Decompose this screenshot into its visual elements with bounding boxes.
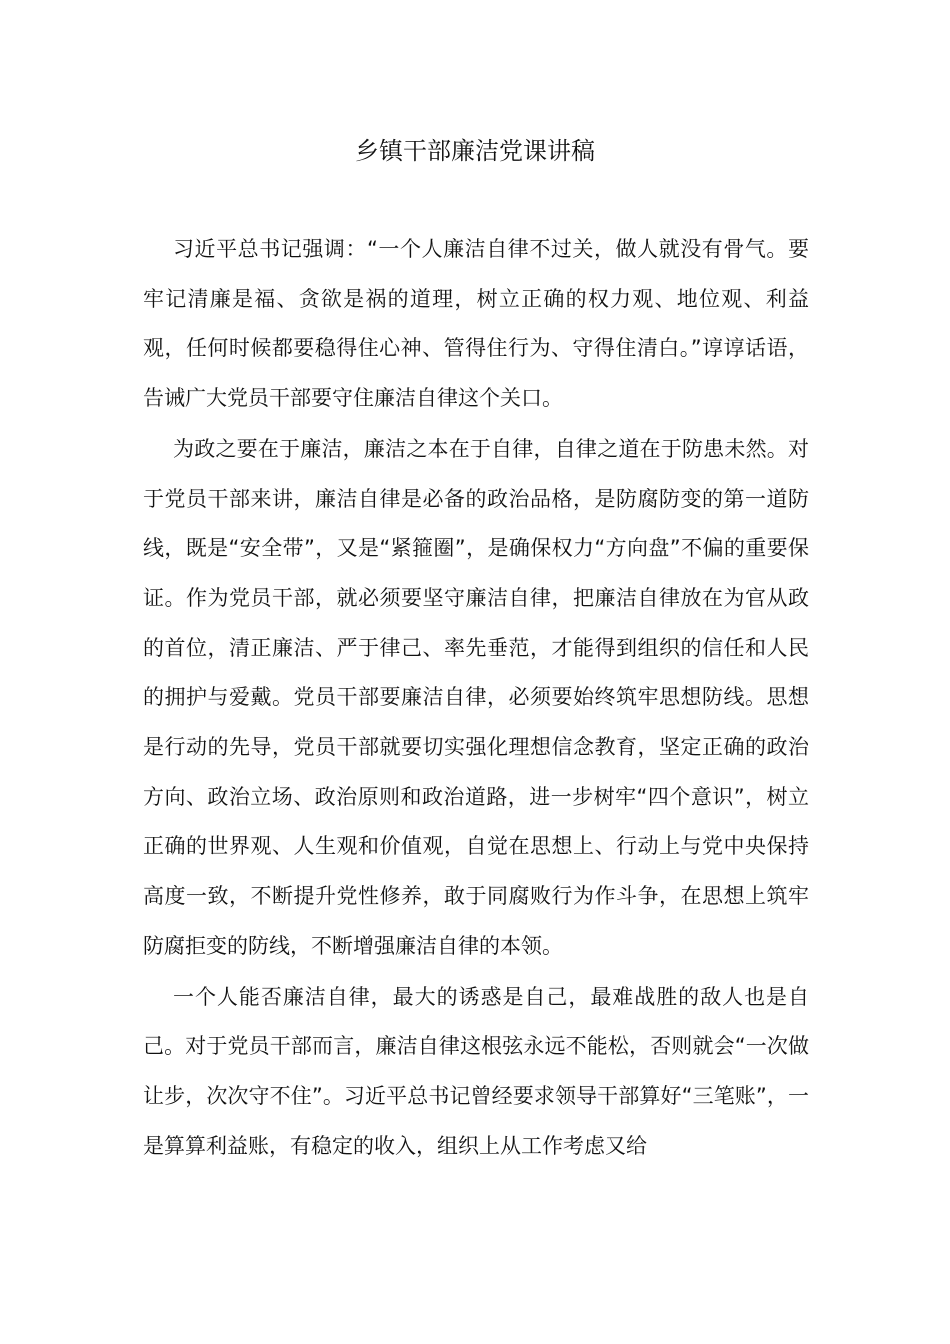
document-body	[143, 225, 809, 1172]
paragraph-1: 习近平总书记强调：“一个人廉洁自律不过关，做人就没有骨气。要牢记清廉是福、贪欲是祸的道理，树立正确的权力观、地位观、利益观，任何时候都要稳得住心神、管得住行为、守得住清白。”谆谆话语，告诫广大党员干部要守住廉洁自律这个关口。	[143, 237, 809, 411]
document-title: 乡镇干部廉洁党课讲稿	[355, 137, 595, 165]
paragraph-3: 一个人能否廉洁自律，最大的诱惑是自己，最难战胜的敌人也是自己。对于党员干部而言，廉洁自律这根弦永远不能松，否则就会“一次做让步，次次守不住”。习近平总书记曾经要求领导干部算好“三笔账”，一是算算利益账，有稳定的收入，组织上从工作考虑又给	[143, 984, 809, 1158]
paragraph-2: 为政之要在于廉洁，廉洁之本在于自律，自律之道在于防患未然。对于党员干部来讲，廉洁自律是必备的政治品格，是防腐防变的第一道防线，既是“安全带”，又是“紧箍圈”，是确保权力“方向盘”不偏的重要保证。作为党员干部，就必须要坚守廉洁自律，把廉洁自律放在为官从政的首位，清正廉洁、严于律己、率先垂范，才能得到组织的信任和人民的拥护与爱戴。党员干部要廉洁自律，必须要始终筑牢思想防线。思想是行动的先导，党员干部就要切实强化理想信念教育，坚定正确的政治方向、政治立场、政治原则和政治道路，进一步树牢“四个意识”，树立正确的世界观、人生观和价值观，自觉在思想上、行动上与党中央保持高度一致，不断提升党性修养，敢于同腐败行为作斗争，在思想上筑牢防腐拒变的防线，不断增强廉洁自律的本领。	[143, 436, 809, 958]
